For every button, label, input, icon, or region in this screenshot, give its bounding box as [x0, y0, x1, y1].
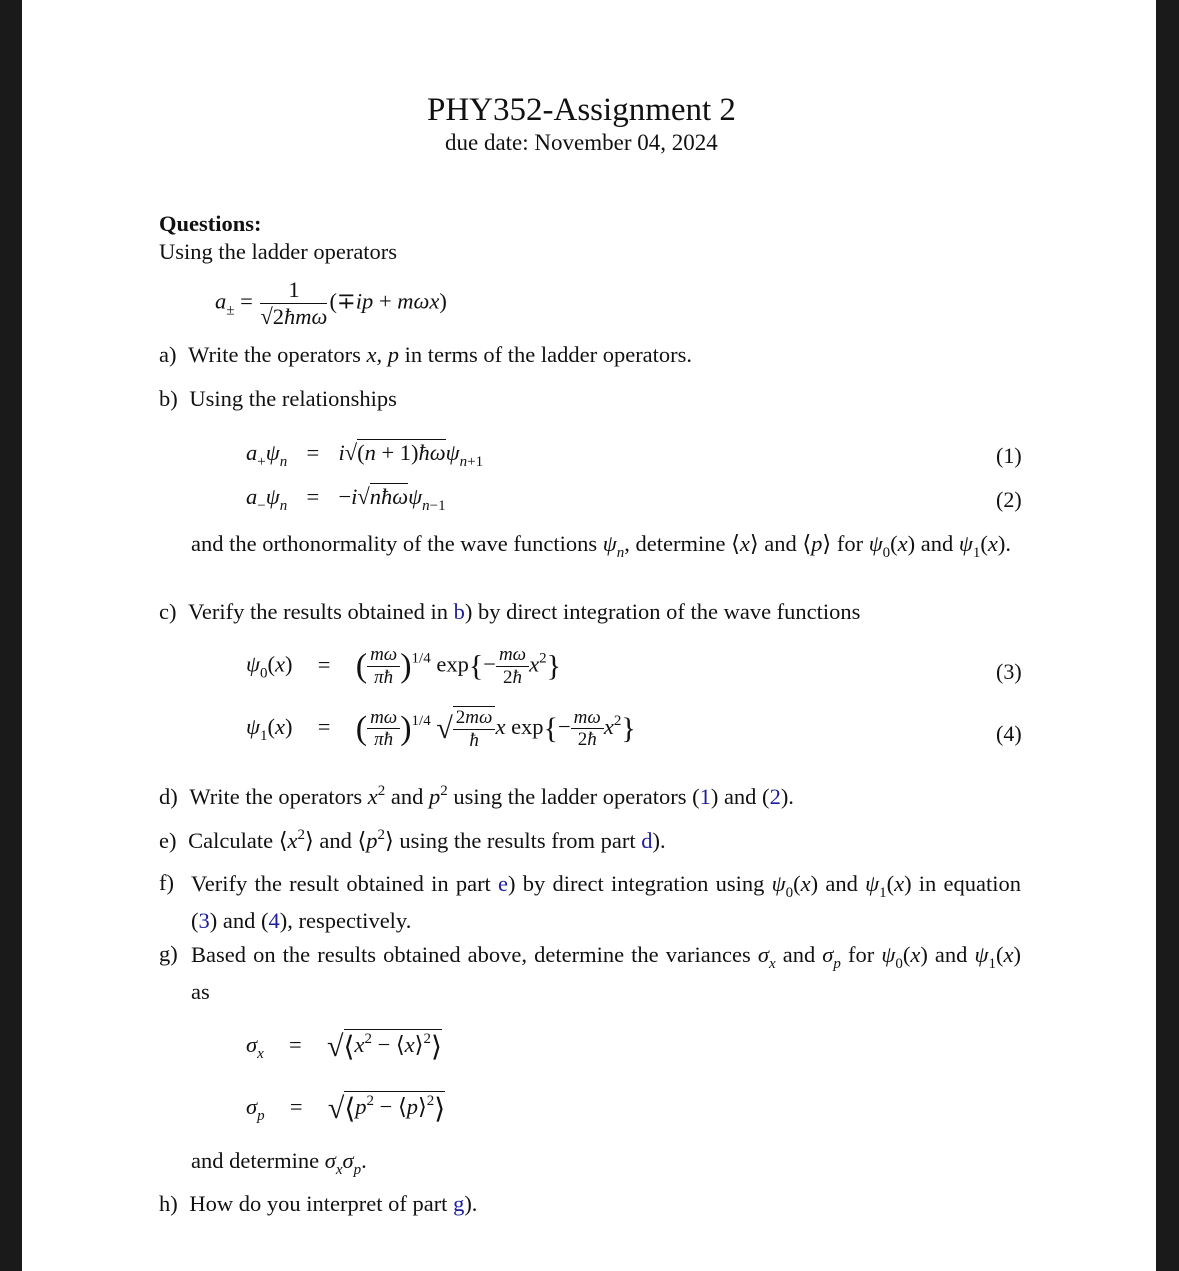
equation-3: $\psi_0(x)$ = ( $\frac{m\omega}{\pi ħ}$ )$^{1/4}$ exp{− $\frac{m\omega}{2ħ}$ $x^2$}: [246, 644, 561, 688]
question-g-label: g): [159, 941, 178, 966]
question-d-label: d): [159, 784, 178, 809]
question-b-continuation: and the orthonormality of the wave functions $\psi_n$, determine ⟨x⟩ and ⟨p⟩ for $\psi_0(x)$ and $\psi_1(x)$.: [191, 531, 1012, 561]
ref-b-link[interactable]: b: [453, 599, 465, 624]
equation-2: $a_-\psi_n$ = −i√nħωψ$_{n-1}$: [246, 484, 446, 514]
ref-g-link[interactable]: g: [453, 1191, 465, 1216]
ref-eq1-link[interactable]: 1: [699, 784, 711, 809]
question-g-text: Based on the results obtained above, determine the variances $\sigma_x$ and $\sigma_p$ for $\psi_0(x)$ and $\psi_1(x)$ as: [191, 942, 1021, 1004]
question-a: a) Write the operators x, p in terms of the ladder operators.: [159, 342, 693, 367]
document-page: [22, 0, 1156, 1271]
question-b-text: Using the relationships: [189, 386, 397, 411]
question-c: c) Verify the results obtained in b) by direct integration of the wave functions: [159, 599, 861, 624]
question-c-label: c): [159, 599, 177, 624]
ref-eq3-link[interactable]: 3: [198, 908, 210, 933]
ref-d-link[interactable]: d: [641, 828, 653, 853]
equation-1: $a_+\psi_n = i√(n$ + 1)ħωψ$_{n+1}$: [246, 440, 484, 470]
question-b-label: b): [159, 386, 178, 411]
ref-e-link[interactable]: e: [498, 871, 509, 896]
question-h: h) How do you interpret of part g).: [159, 1191, 478, 1216]
page-title: PHY352-Assignment 2: [427, 92, 736, 128]
sigma-p-equation: $\sigma_p$ = $√⟨p^2$ − ⟨p⟩$^2$⟩: [246, 1092, 446, 1125]
question-f: [159, 870, 174, 896]
sigma-x-equation: $\sigma_x$ = $√⟨x^2$ − ⟨x⟩$^2$⟩: [246, 1030, 442, 1063]
ladder-operator-equation: $a_\pm$ = $\frac{1}{\text{√2ħmω}}$ (∓ip + mωx): [215, 277, 447, 329]
question-e-label: e): [159, 828, 177, 853]
ref-eq2-link[interactable]: 2: [769, 784, 781, 809]
equation-1-number: (1): [996, 443, 1022, 468]
due-date: due date: November 04, 2024: [445, 130, 718, 155]
question-g: [159, 941, 178, 967]
question-e: e) Calculate $⟨x^2⟩$ and $⟨p^2⟩$ using the results from part d).: [159, 827, 666, 853]
question-a-label: a): [159, 342, 177, 367]
question-g-continuation: and determine $\sigma_x\sigma_p$.: [191, 1148, 367, 1178]
question-f-text: Verify the result obtained in part e) by direct integration using $\psi_0(x)$ and $\psi_1(x)$ in equation (3) and (4), respectively.: [191, 871, 1021, 933]
ref-eq4-link[interactable]: 4: [268, 908, 280, 933]
question-f-label: f): [159, 870, 174, 895]
equation-2-number: (2): [996, 487, 1022, 512]
questions-intro: Using the ladder operators: [159, 239, 398, 264]
equation-4: $\psi_1(x)$ = ( $\frac{m\omega}{\pi ħ}$ )$^{1/4}$ √ $\frac{2m\omega}{ħ}$ x exp{− $\frac{m\omega}{2ħ}$ $x^2$}: [246, 706, 636, 751]
question-d: d) Write the operators $x^2$ and $p^2$ using the ladder operators (1) and (2).: [159, 783, 794, 809]
equation-3-number: (3): [996, 659, 1022, 684]
equation-4-number: (4): [996, 721, 1022, 746]
question-h-label: h): [159, 1191, 178, 1216]
question-b: [159, 386, 397, 412]
questions-heading: Questions:: [159, 211, 262, 236]
